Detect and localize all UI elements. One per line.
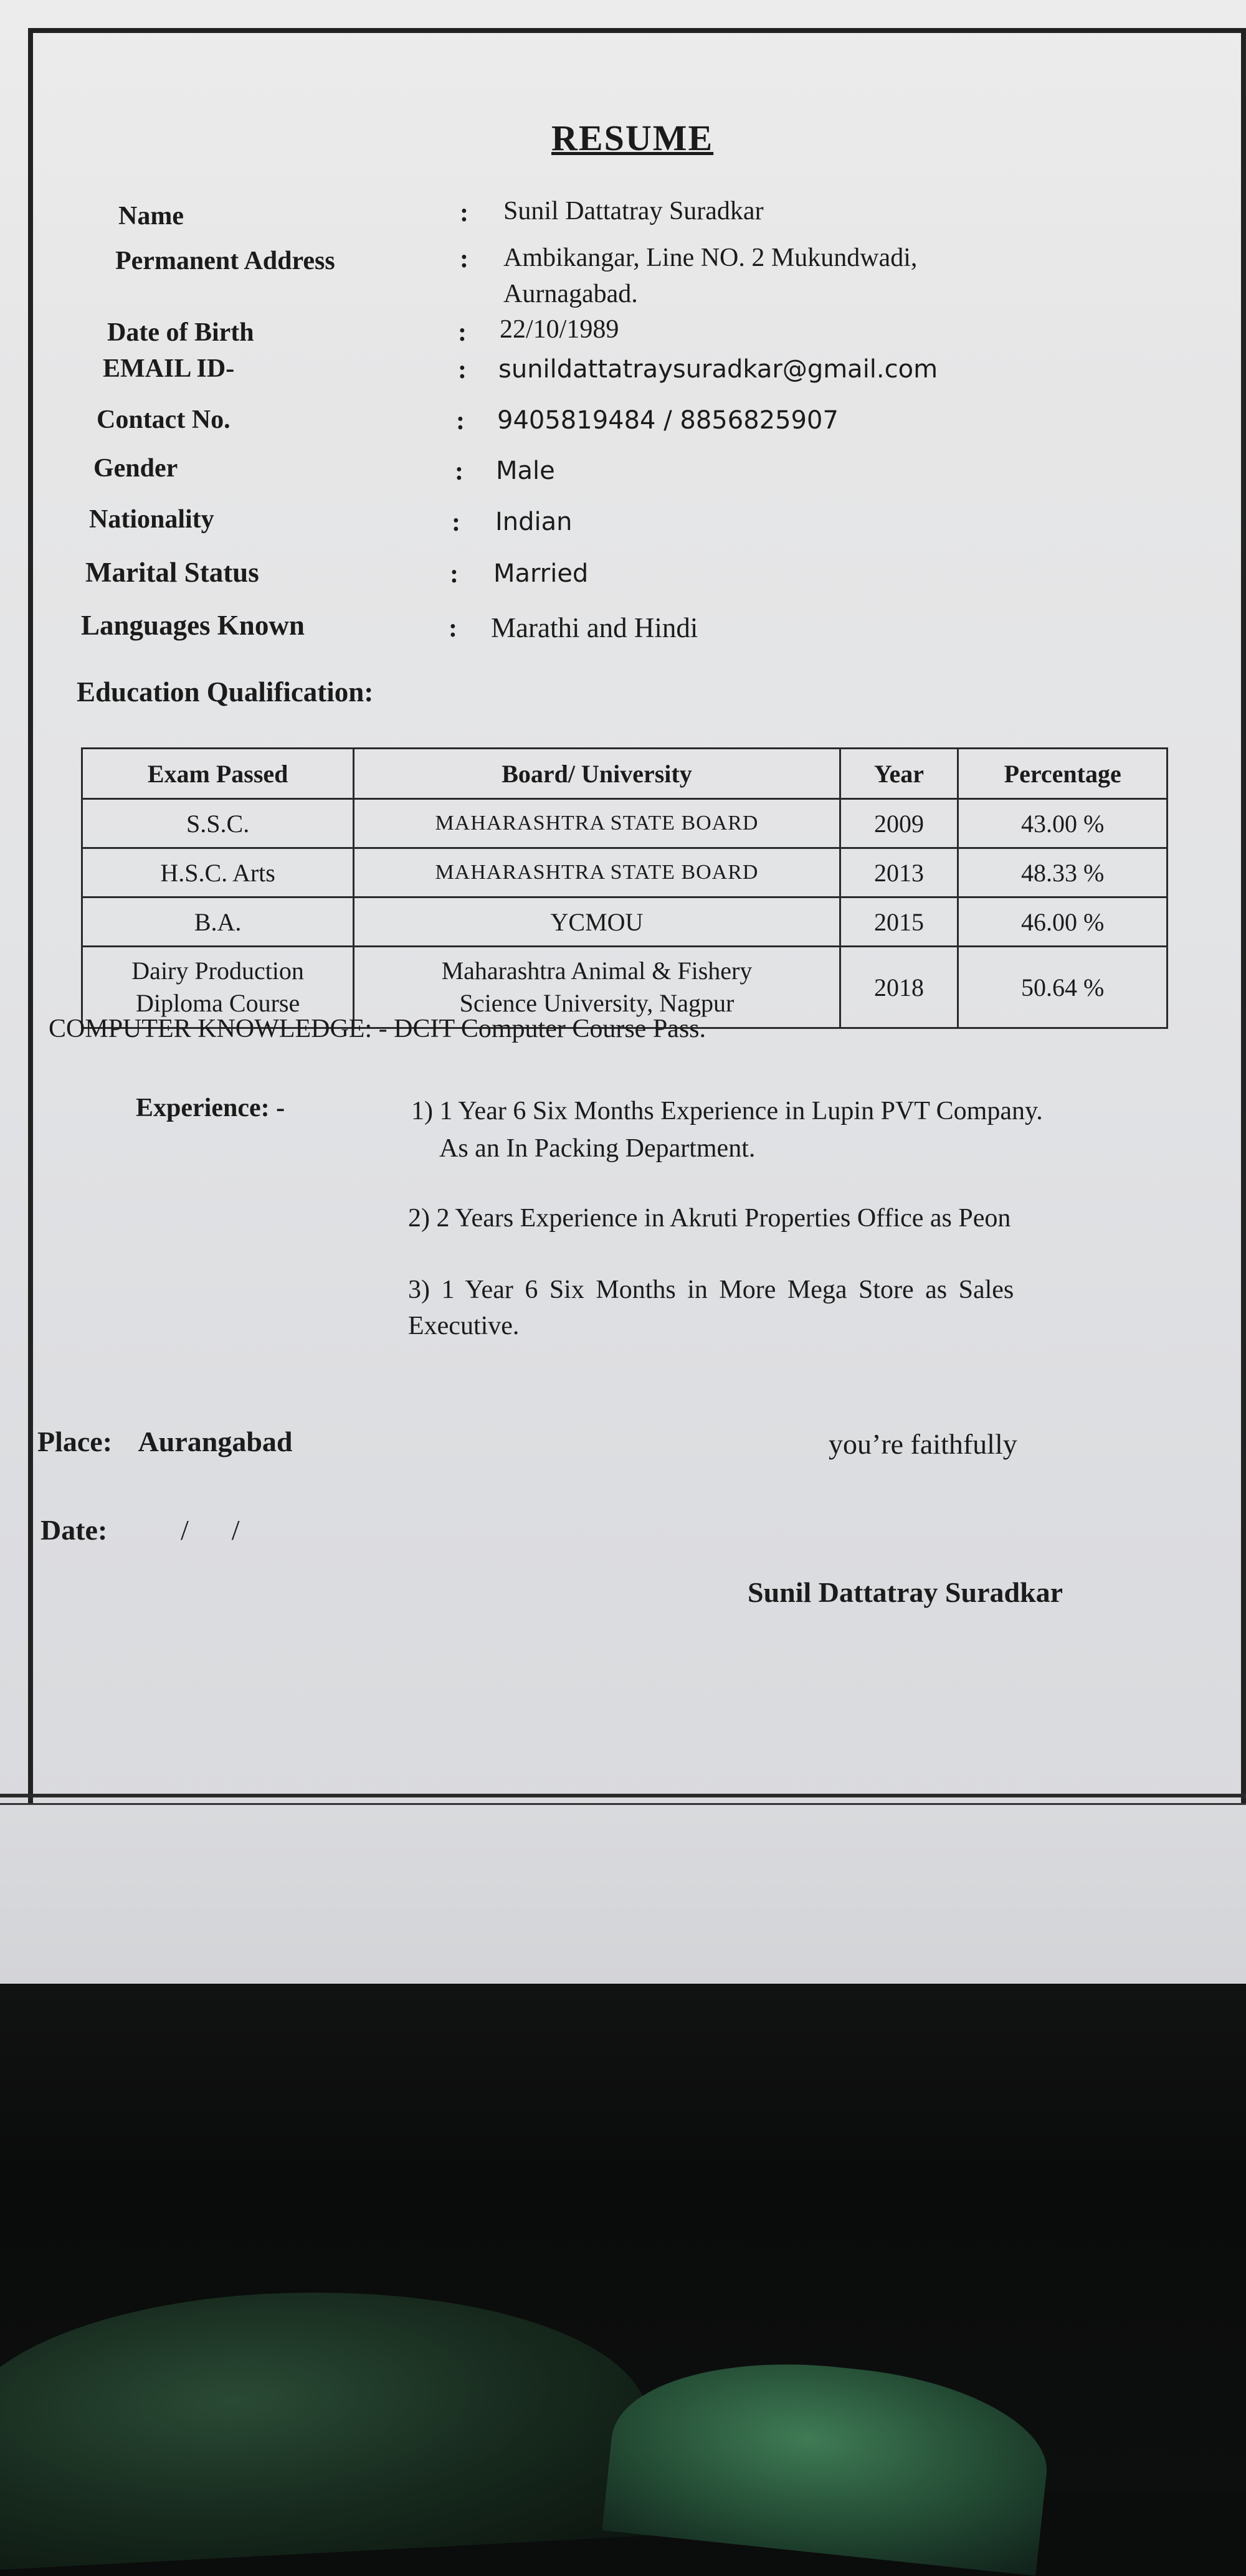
cell-year: 2015 <box>840 897 958 947</box>
field-label-email: EMAIL ID- <box>103 354 235 383</box>
field-label-contact: Contact No. <box>97 405 231 434</box>
field-label-languages: Languages Known <box>81 610 305 641</box>
place-label <box>37 1425 293 1458</box>
cell-exam-line2: Diploma Course <box>135 989 300 1017</box>
field-value-address-line2: Aurnagabad. <box>503 280 638 308</box>
resume-sheet-lower-margin <box>0 1809 1246 1984</box>
page-border-bottom-inner <box>0 1803 1246 1805</box>
field-value-name: Sunil Dattatray Suradkar <box>503 197 764 225</box>
column-header: Percentage <box>958 749 1168 799</box>
table-row <box>82 897 1168 947</box>
cell-exam-line1: Dairy Production <box>131 957 304 985</box>
column-header: Exam Passed <box>82 749 354 799</box>
signer-name: Sunil Dattatray Suradkar <box>748 1576 1063 1608</box>
field-label-marital-status: Marital Status <box>85 557 259 588</box>
field-colon: : <box>455 457 464 486</box>
field-value-languages: Marathi and Hindi <box>491 612 698 643</box>
experience-item-2: 2) 2 Years Experience in Akruti Properties Office as Peon <box>408 1204 1011 1233</box>
date-value: / / <box>181 1514 240 1546</box>
table-row <box>82 848 1168 897</box>
place-value: Aurangabad <box>138 1426 293 1457</box>
cell-percentage: 43.00 % <box>958 799 1168 848</box>
field-colon: : <box>460 199 468 227</box>
field-colon: : <box>458 356 467 384</box>
field-value-marital-status: Married <box>493 559 589 588</box>
cell-exam: S.S.C. <box>82 799 354 848</box>
field-colon: : <box>452 508 460 537</box>
cell-percentage: 50.64 % <box>958 947 1168 1028</box>
education-table <box>81 747 1168 1029</box>
page-border-bottom <box>0 1794 1246 1797</box>
table-header-row <box>82 749 1168 799</box>
field-value-nationality: Indian <box>495 508 573 536</box>
date-label: Date: <box>40 1514 108 1546</box>
cell-board-line2: Science University, Nagpur <box>459 989 735 1017</box>
field-label-address: Permanent Address <box>115 247 335 275</box>
field-colon: : <box>456 407 465 435</box>
field-value-dob: 22/10/1989 <box>500 315 619 344</box>
column-header: Year <box>840 749 958 799</box>
closing-text: you’re faithfully <box>829 1428 1017 1460</box>
field-value-gender: Male <box>496 457 555 485</box>
cell-board: MAHARASHTRA STATE BOARD <box>354 848 840 897</box>
cell-exam: B.A. <box>82 897 354 947</box>
field-label-gender: Gender <box>93 454 178 483</box>
cell-board: YCMOU <box>354 897 840 947</box>
cell-percentage: 48.33 % <box>958 848 1168 897</box>
experience-item-3-line2: Executive. <box>408 1312 520 1340</box>
cell-year: 2009 <box>840 799 958 848</box>
cell-exam: H.S.C. Arts <box>82 848 354 897</box>
field-colon: : <box>460 245 468 273</box>
place-label-text: Place: <box>37 1426 113 1457</box>
field-colon: : <box>458 318 467 347</box>
experience-item-1-line2: As an In Packing Department. <box>439 1134 756 1163</box>
field-value-email: sunildattatraysuradkar@gmail.com <box>498 355 938 384</box>
field-label-name: Name <box>118 202 184 230</box>
experience-item-1-line1: 1) 1 Year 6 Six Months Experience in Lupin PVT Company. <box>411 1097 1043 1125</box>
field-colon: : <box>450 560 459 589</box>
cell-year: 2018 <box>840 947 958 1028</box>
field-value-contact: 9405819484 / 8856825907 <box>497 406 839 435</box>
resume-title: RESUME <box>551 118 714 158</box>
education-heading: Education Qualification: <box>77 676 374 708</box>
field-colon: : <box>449 614 457 643</box>
experience-label: Experience: - <box>136 1094 285 1122</box>
cell-board-line1: Maharashtra Animal & Fishery <box>441 957 753 985</box>
computer-knowledge: COMPUTER KNOWLEDGE: - DCIT Computer Course Pass. <box>49 1015 706 1043</box>
cell-year: 2013 <box>840 848 958 897</box>
field-value-address-line1: Ambikangar, Line NO. 2 Mukundwadi, <box>503 244 918 272</box>
experience-item-3-line1: 3) 1 Year 6 Six Months in More Mega Store as Sales <box>408 1276 1014 1304</box>
column-header: Board/ University <box>354 749 840 799</box>
cell-board: MAHARASHTRA STATE BOARD <box>354 799 840 848</box>
field-label-dob: Date of Birth <box>107 318 254 347</box>
field-label-nationality: Nationality <box>89 505 214 534</box>
table-row <box>82 799 1168 848</box>
cell-percentage: 46.00 % <box>958 897 1168 947</box>
